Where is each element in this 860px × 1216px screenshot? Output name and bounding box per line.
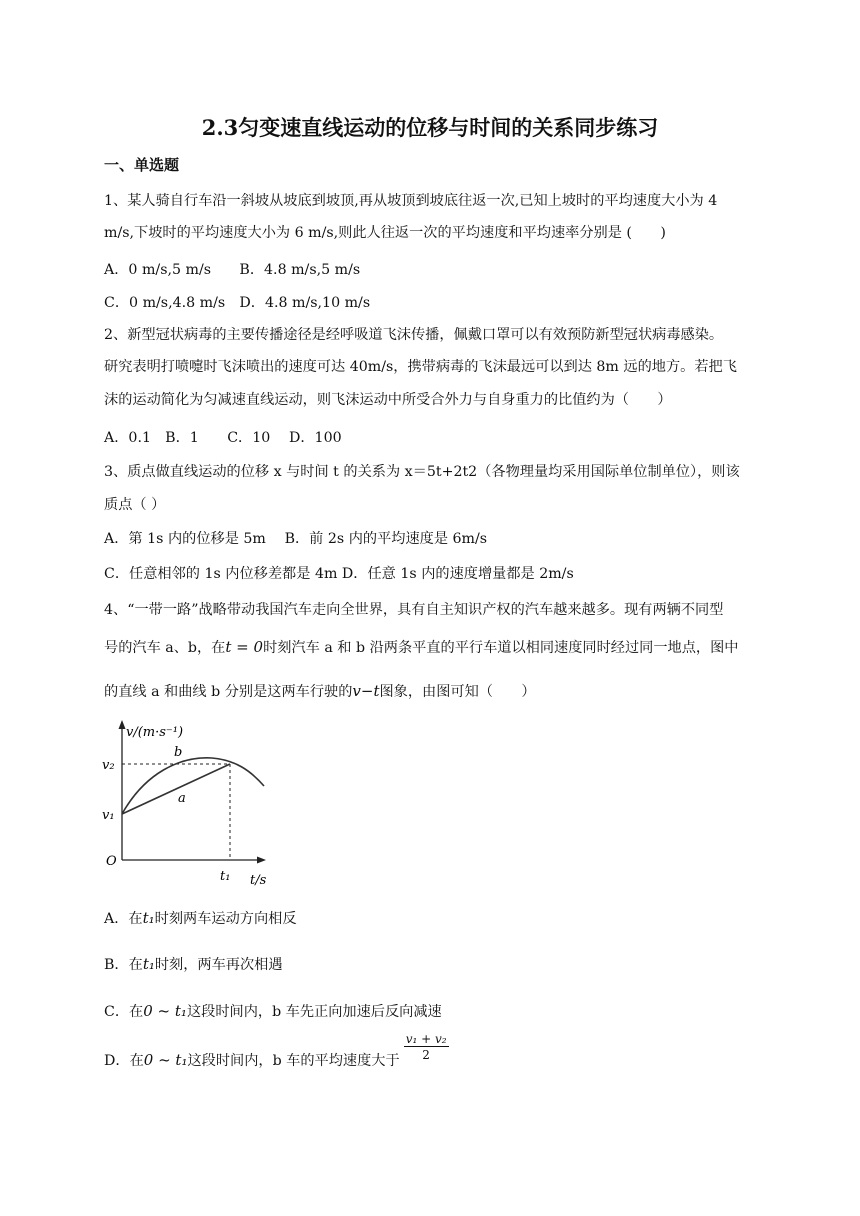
- q4-option-c-text: 这段时间内，b 车先正向加速后反向减速: [186, 1004, 442, 1020]
- q4-option-a-prefix: A．在: [104, 911, 143, 927]
- q2-line1: 2、新型冠状病毒的主要传播途径是经呼吸道飞沫传播，佩戴口罩可以有效预防新型冠状病毒感染。: [104, 327, 724, 343]
- q1-options-ab: A．0 m/s,5 m/s B．4.8 m/s,5 m/s: [104, 262, 361, 278]
- q4-vt-formula: v−t: [352, 682, 380, 700]
- fraction-denominator: 2: [422, 1048, 430, 1062]
- q4-option-c-interval: 0 ~ t₁: [143, 1002, 187, 1020]
- q4-line2: [104, 637, 738, 657]
- q4-option-c-prefix: C．在: [104, 1004, 144, 1020]
- curve-b: [122, 758, 264, 814]
- q3-line2: 质点（ ）: [104, 497, 166, 513]
- line-a-label: a: [178, 791, 186, 806]
- q4-option-c: [104, 1001, 442, 1021]
- q4-line3-text-a: 的直线 a 和曲线 b 分别是这两车行驶的: [104, 684, 353, 700]
- q4-option-b-prefix: B．在: [104, 957, 143, 973]
- q3-options-cd: C．任意相邻的 1s 内位移差都是 4m D．任意 1s 内的速度增量都是 2m/s: [104, 566, 574, 582]
- q4-option-b-text: 时刻，两车再次相遇: [154, 957, 283, 973]
- q3-options-ab: A．第 1s 内的位移是 5m B．前 2s 内的平均速度是 6m/s: [104, 531, 488, 547]
- x-axis-label: t/s: [250, 873, 267, 888]
- q4-option-a-t1: t₁: [142, 909, 155, 927]
- curve-b-label: b: [174, 745, 183, 760]
- q4-option-d-text: 这段时间内，b 车的平均速度大于: [187, 1053, 400, 1069]
- y-axis-arrow-icon: [119, 720, 126, 729]
- vt-graph: [100, 718, 280, 888]
- q4-option-d: [104, 1032, 449, 1076]
- q4-line2-text-b: 时刻汽车 a 和 b 沿两条平直的平行车道以相同速度同时经过同一地点，图中: [263, 640, 739, 656]
- section-heading: 一、单选题: [104, 156, 180, 174]
- q2-options: A．0.1 B．1 C．10 D．100: [104, 430, 342, 446]
- q4-option-d-prefix: D．在: [104, 1053, 144, 1069]
- v1-label: v₁: [102, 808, 115, 823]
- q1-line1: 1、某人骑自行车沿一斜坡从坡底到坡顶,再从坡顶到坡底往返一次,已知上坡时的平均速度大小为 4: [104, 193, 718, 209]
- page-title: 2.3匀变速直线运动的位移与时间的关系同步练习: [201, 115, 659, 140]
- q4-line3-text-b: 图象，由图可知（ ）: [379, 684, 536, 700]
- q4-line2-text-a: 号的汽车 a、b，在: [104, 640, 226, 656]
- q4-line1: 4、“一带一路”战略带动我国汽车走向全世界，具有自主知识产权的汽车越来越多。现有两辆不同型: [104, 602, 724, 618]
- line-a: [122, 764, 230, 814]
- v2-label: v₂: [102, 758, 115, 773]
- q3-line1: 3、质点做直线运动的位移 x 与时间 t 的关系为 x＝5t+2t2（各物理量均采用国际单位制单位），则该: [104, 464, 740, 480]
- q4-option-d-fraction: [404, 1032, 449, 1062]
- t1-label: t₁: [220, 869, 231, 884]
- y-axis-label: v/(m·s⁻¹): [126, 725, 184, 740]
- q4-option-b-t1: t₁: [142, 955, 155, 973]
- q4-option-a-text: 时刻两车运动方向相反: [154, 911, 297, 927]
- q1-options-cd: C．0 m/s,4.8 m/s D．4.8 m/s,10 m/s: [104, 295, 371, 311]
- q2-line2: 研究表明打喷嚏时飞沫喷出的速度可达 40m/s，携带病毒的飞沫最远可以到达 8m 远的地方。若把飞: [104, 359, 737, 375]
- x-axis-arrow-icon: [257, 857, 266, 864]
- q1-line2: m/s,下坡时的平均速度大小为 6 m/s,则此人往返一次的平均速度和平均速率分别是 ( ): [104, 225, 666, 241]
- q4-option-b: [104, 954, 283, 974]
- q4-t0-formula: t = 0: [225, 638, 264, 656]
- fraction-numerator: v₁ + v₂: [405, 1032, 447, 1046]
- q4-line3: [104, 681, 536, 701]
- q4-option-d-interval: 0 ~ t₁: [143, 1051, 188, 1069]
- origin-label: O: [106, 854, 117, 869]
- q2-line3: 沫的运动简化为匀减速直线运动，则飞沫运动中所受合外力与自身重力的比值约为（ ）: [104, 392, 672, 408]
- q4-option-a: [104, 908, 297, 928]
